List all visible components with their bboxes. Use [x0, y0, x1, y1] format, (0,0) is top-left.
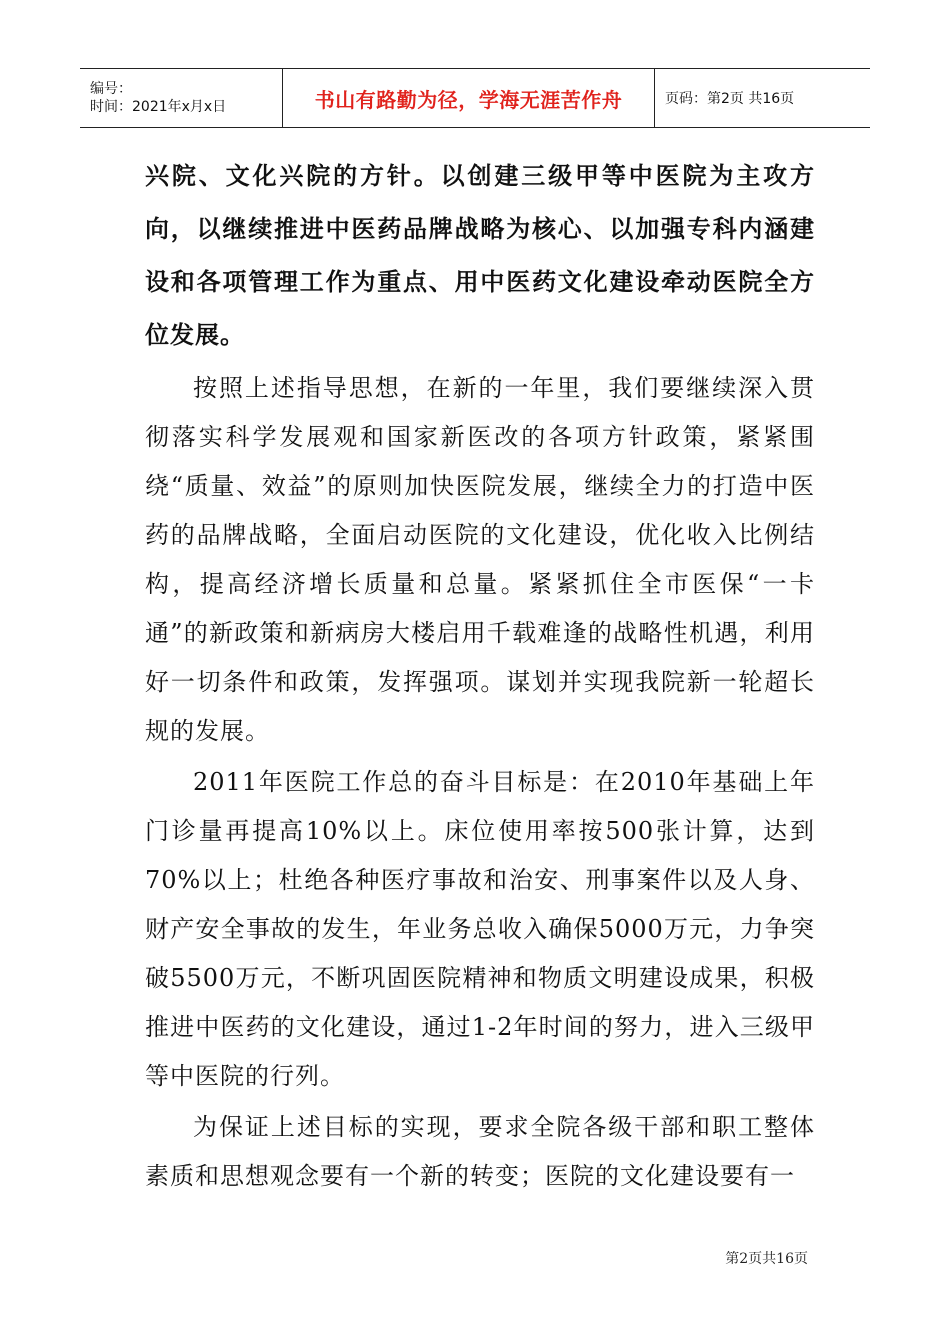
page-footer: 第2页共16页 [725, 1251, 808, 1267]
header-motto: 书山有路勤为径，学海无涯苦作舟 [314, 87, 623, 112]
paragraph-guiding-thought: 按照上述指导思想，在新的一年里，我们要继续深入贯彻落实科学发展观和国家新医改的各项方针政策，紧紧围绕“质量、效益”的原则加快医院发展，继续全力的打造中医药的品牌战略，全面启动医院的文化建设，优化收入比例结构，提高经济增长质量和总量。紧紧抓住全市医保“一卡通”的新政策和新病房大楼启用千载难逢的战略性机遇，利用好一切条件和政策，发挥强项。谋划并实现我院新一轮超长规的发展。 [145, 374, 815, 745]
header-meta [80, 69, 283, 127]
document-body [145, 150, 815, 1201]
document-time-label: 时间：2021年x月x日 [90, 99, 227, 115]
paragraph-policy: 兴院、文化兴院的方针。以创建三级甲等中医院为主攻方向，以继续推进中医药品牌战略为核心、以加强专科内涵建设和各项管理工作为重点、用中医药文化建设牵动医院全方位发展。 [145, 162, 815, 349]
paragraph-annual-goal: 2011年医院工作总的奋斗目标是：在2010年基础上年门诊量再提高10%以上。床位使用率按500张计算，达到70%以上；杜绝各种医疗事故和治安、刑事案件以及人身、财产安全事故的发生，年业务总收入确保5000万元，力争突破5500万元，不断巩固医院精神和物质文明建设成果，积极推进中医药的文化建设，通过1-2年时间的努力，进入三级甲等中医院的行列。 [145, 768, 815, 1090]
paragraph-guarantee: 为保证上述目标的实现，要求全院各级干部和职工整体素质和思想观念要有一个新的转变；医院的文化建设要有一 [145, 1113, 815, 1190]
document-number-label: 编号： [90, 81, 132, 97]
header-page-cell [655, 69, 870, 127]
page-header [80, 68, 870, 128]
header-page-number: 页码：第2页 共16页 [665, 91, 795, 107]
header-motto-cell [283, 69, 655, 127]
